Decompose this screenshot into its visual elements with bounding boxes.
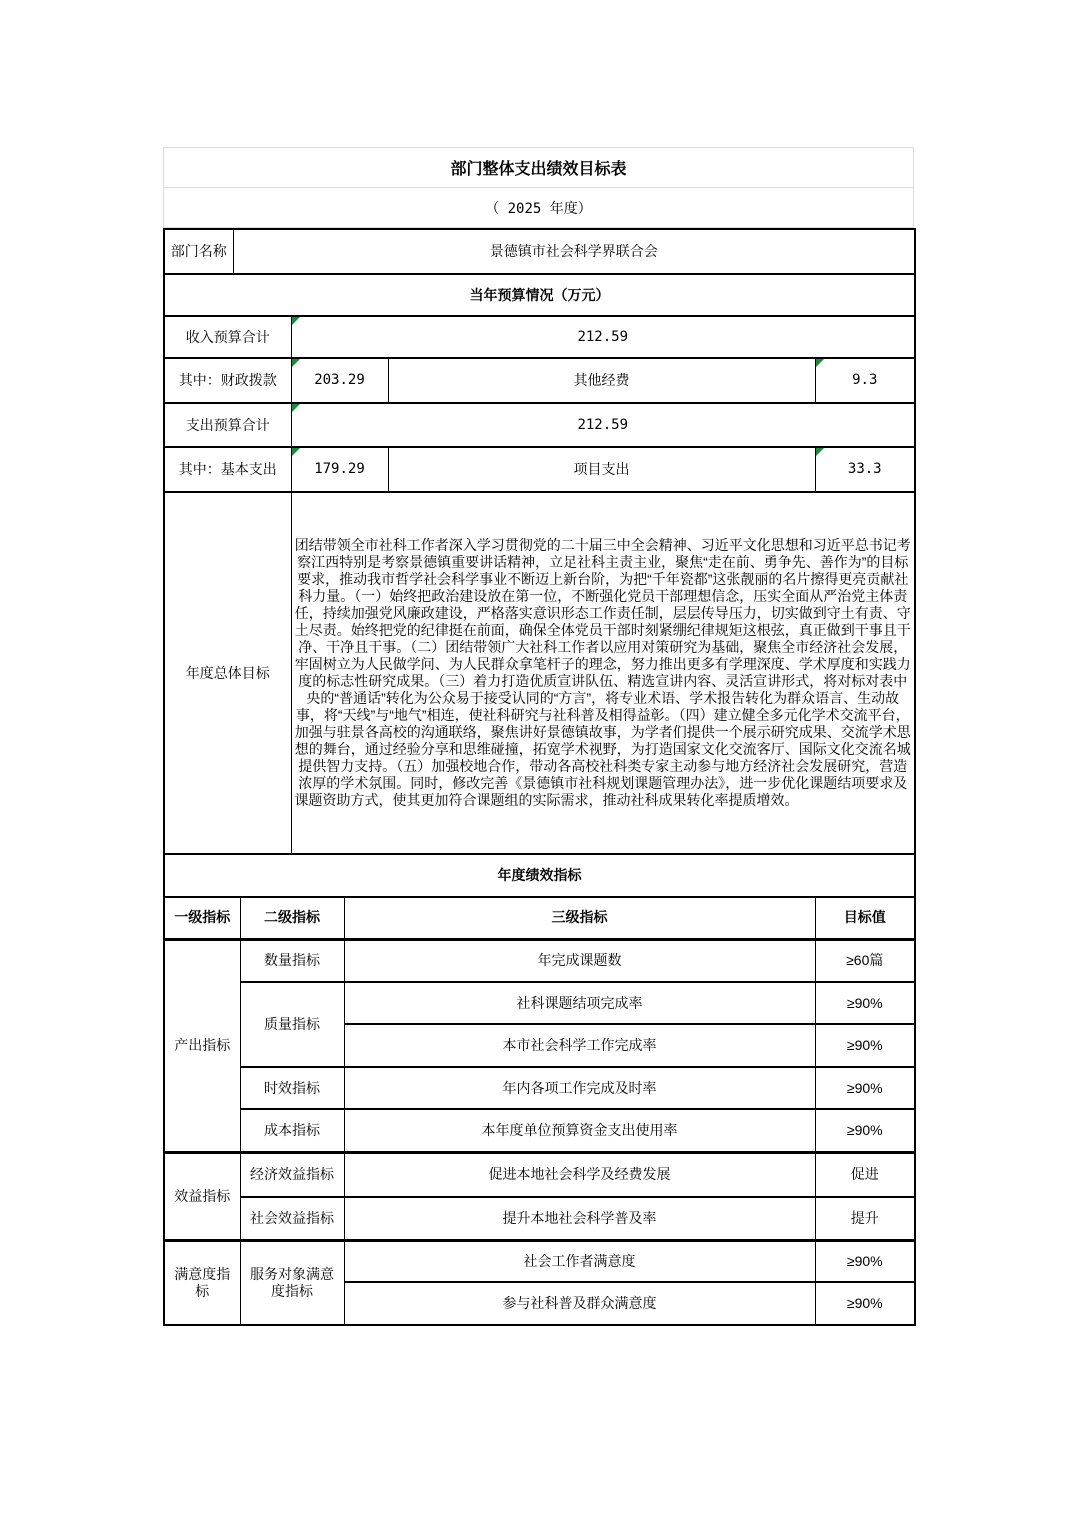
target-value: ≥90%: [815, 1067, 915, 1109]
other-funds-label: 其他经费: [388, 358, 815, 403]
fiscal-allocation-value-cell: [291, 358, 388, 403]
project-expenditure-label: 项目支出: [388, 447, 815, 492]
excel-flag-icon: [292, 448, 300, 456]
header-level3: 三级指标: [344, 897, 815, 939]
level3-indicator: 提升本地社会科学普及率: [344, 1197, 815, 1240]
target-value: ≥60篇: [815, 939, 915, 982]
level1-output: 产出指标: [164, 939, 240, 1152]
other-funds-value: 9.3: [852, 372, 878, 388]
level2-economic-benefit: 经济效益指标: [240, 1152, 344, 1197]
header-level1: 一级指标: [164, 897, 240, 939]
expenditure-total-value-cell: [291, 403, 915, 447]
income-total-value: 212.59: [577, 328, 629, 345]
excel-flag-icon: [292, 317, 300, 325]
target-value: ≥90%: [815, 1109, 915, 1152]
indicators-section-title: 年度绩效指标: [164, 854, 915, 897]
excel-flag-icon: [816, 359, 824, 367]
target-value: ≥90%: [815, 1240, 915, 1282]
level2-timeliness: 时效指标: [240, 1067, 344, 1109]
header-target: 目标值: [815, 897, 915, 939]
excel-flag-icon: [816, 448, 824, 456]
target-value: ≥90%: [815, 1282, 915, 1325]
level2-service-satisfaction: 服务对象满意度指标: [240, 1240, 344, 1325]
annual-goal-text: 团结带领全市社科工作者深入学习贯彻党的二十届三中全会精神、习近平文化思想和习近平总书记考察江西特别是考察景德镇重要讲话精神，立足社科主责主业，聚焦“走在前、勇争先、善作为”的目标要求，推动我市哲学社会科学事业不断迈上新台阶，为把“千年瓷都”这张靓丽的名片擦得更亮贡献社科力量。（一）始终把政治建设放在第一位，不断强化党员干部理想信念，压实全面从严治党主体责任，持续加强党风廉政建设，严格落实意识形态工作责任制，层层传导压力，切实做到守土有责、守土尽责。始终把党的纪律挺在前面，确保全体党员干部时刻紧绷纪律规矩这根弦，真正做到干事且干净、干净且干事。（二）团结带领广大社科工作者以应用对策研究为基础，聚焦全市经济社会发展，牢固树立为人民做学问、为人民群众拿笔杆子的理念，努力推出更多有学理深度、学术厚度和实践力度的标志性研究成果。（三）着力打造优质宣讲队伍、精选宣讲内容、灵活宣讲形式，将对标对表中央的“普通话”转化为公众易于接受认同的“方言”，将专业术语、学术报告转化为群众语言、生动故事，将“天线”与“地气”相连，使社科研究与社科普及相得益彰。（四）建立健全多元化学术交流平台，加强与驻景各高校的沟通联络，聚焦讲好景德镇故事，为学者们提供一个展示研究成果、交流学术思想的舞台，通过经验分享和思维碰撞，拓宽学术视野，为打造国家文化交流客厅、国际文化交流名城提供智力支持。（五）加强校地合作，带动各高校社科类专家主动参与地方经济社会发展研究，营造浓厚的学术氛围。同时，修改完善《景德镇市社科规划课题管理办法》，进一步优化课题结项要求及课题资助方式，使其更加符合课题组的实际需求，推动社科成果转化率提质增效。: [291, 492, 915, 854]
basic-expenditure-label: 其中：基本支出: [164, 447, 291, 492]
performance-target-table: [163, 228, 916, 1326]
project-expenditure-value-cell: [815, 447, 915, 492]
header-level2: 二级指标: [240, 897, 344, 939]
document-year: （ 2025 年度）: [485, 200, 592, 217]
level3-indicator: 社会工作者满意度: [344, 1240, 815, 1282]
level2-quantity: 数量指标: [240, 939, 344, 982]
expenditure-total-value: 212.59: [577, 416, 629, 433]
budget-section-title: 当年预算情况（万元）: [164, 274, 915, 316]
annual-goal-label: 年度总体目标: [164, 492, 291, 854]
level2-cost: 成本指标: [240, 1109, 344, 1152]
department-name-value: 景德镇市社会科学界联合会: [233, 229, 915, 274]
fiscal-allocation-label: 其中：财政拨款: [164, 358, 291, 403]
target-value: 提升: [815, 1197, 915, 1240]
level2-social-benefit: 社会效益指标: [240, 1197, 344, 1240]
level3-indicator: 本市社会科学工作完成率: [344, 1024, 815, 1067]
target-value: 促进: [815, 1152, 915, 1197]
fiscal-allocation-value: 203.29: [314, 372, 365, 388]
department-name-label: 部门名称: [164, 229, 233, 274]
level3-indicator: 年内各项工作完成及时率: [344, 1067, 815, 1109]
document-sheet: [163, 147, 914, 1326]
excel-flag-icon: [292, 359, 300, 367]
level3-indicator: 促进本地社会科学及经费发展: [344, 1152, 815, 1197]
level3-indicator: 本年度单位预算资金支出使用率: [344, 1109, 815, 1152]
level3-indicator: 参与社科普及群众满意度: [344, 1282, 815, 1325]
project-expenditure-value: 33.3: [847, 461, 882, 477]
target-value: ≥90%: [815, 1024, 915, 1067]
level1-benefit: 效益指标: [164, 1152, 240, 1240]
basic-expenditure-value-cell: [291, 447, 388, 492]
income-total-label: 收入预算合计: [164, 316, 291, 358]
income-total-value-cell: [291, 316, 915, 358]
level1-satisfaction: 满意度指标: [164, 1240, 240, 1325]
level2-quality: 质量指标: [240, 982, 344, 1067]
title-block: [163, 147, 914, 228]
level3-indicator: 社科课题结项完成率: [344, 982, 815, 1024]
document-title: 部门整体支出绩效目标表: [164, 148, 913, 188]
target-value: ≥90%: [815, 982, 915, 1024]
basic-expenditure-value: 179.29: [314, 461, 365, 477]
excel-flag-icon: [292, 404, 300, 412]
expenditure-total-label: 支出预算合计: [164, 403, 291, 447]
level3-indicator: 年完成课题数: [344, 939, 815, 982]
other-funds-value-cell: [815, 358, 915, 403]
